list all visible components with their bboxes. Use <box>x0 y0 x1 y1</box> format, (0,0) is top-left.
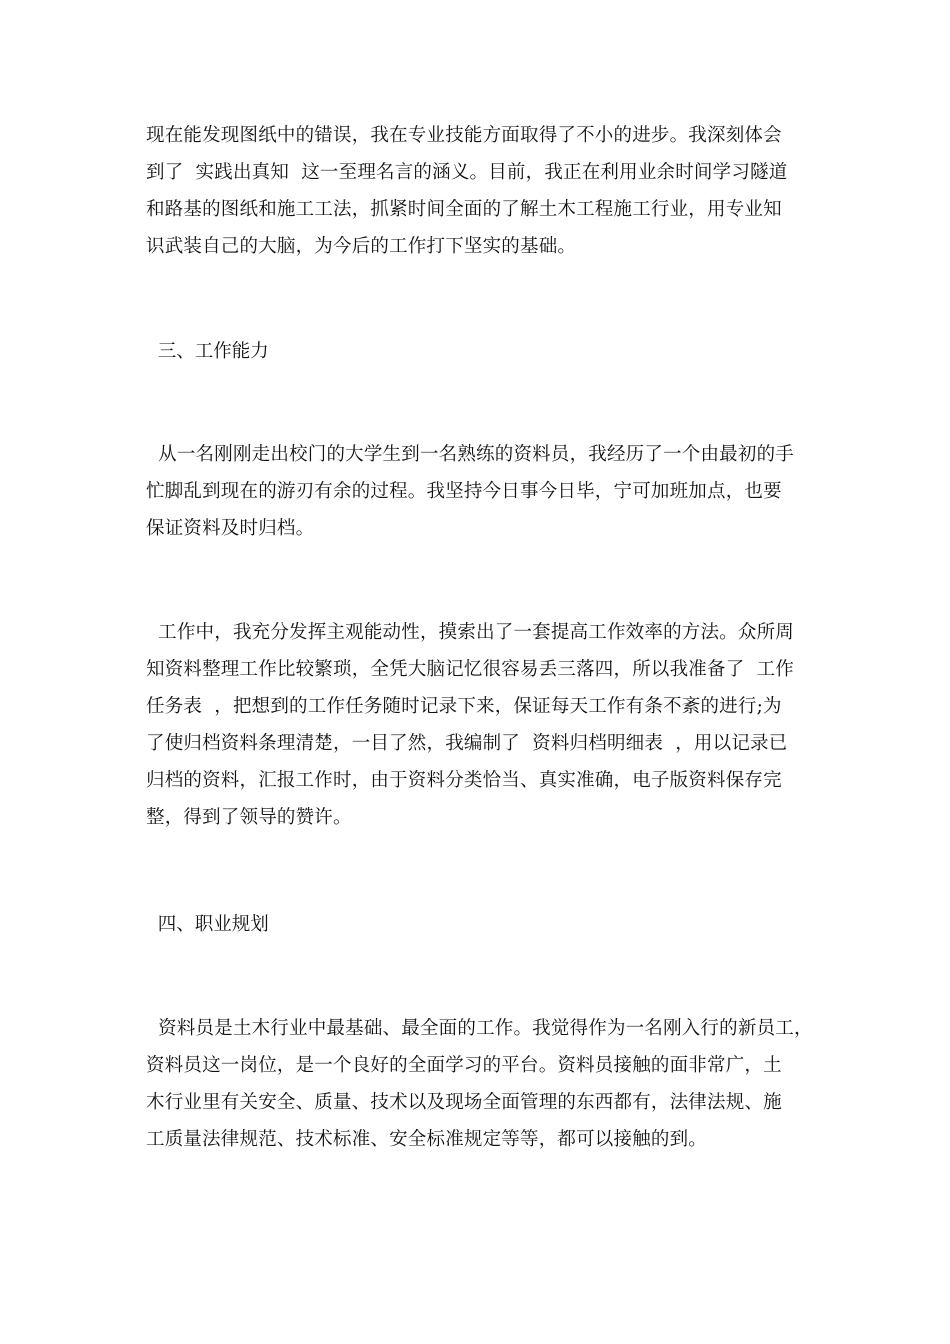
text-line: 知资料整理工作比较繁琐，全凭大脑记忆很容易丢三落四，所以我准备了 工作 <box>146 659 794 680</box>
text-line: 保证资料及时归档。 <box>146 518 315 539</box>
paragraph-growth <box>146 436 816 547</box>
text-line: 资料员这一岗位，是一个良好的全面学习的平台。资料员接触的面非常广，土 <box>146 1055 782 1076</box>
section-heading-career-plan: 四、职业规划 <box>146 914 269 935</box>
text-line: 资料员是土木行业中最基础、最全面的工作。我觉得作为一名刚入行的新员工， <box>146 1018 813 1039</box>
section-heading-work-ability: 三、工作能力 <box>146 341 269 362</box>
paragraph-career <box>146 1010 816 1158</box>
text-line: 从一名刚刚走出校门的大学生到一名熟练的资料员，我经历了一个由最初的手 <box>146 444 794 465</box>
text-line: 和路基的图纸和施工工法，抓紧时间全面的了解土木工程施工行业，用专业知 <box>146 199 782 220</box>
text-line: 识武装自己的大脑，为今后的工作打下坚实的基础。 <box>146 236 577 257</box>
text-line: 忙脚乱到现在的游刃有余的过程。我坚持今日事今日毕，宁可加班加点，也要 <box>146 481 782 502</box>
paragraph-work-methods <box>146 614 816 836</box>
text-line: 到了 实践出真知 这一至理名言的涵义。目前，我正在利用业余时间学习隧道 <box>146 162 788 183</box>
text-line: 整，得到了领导的赞许。 <box>146 807 352 828</box>
text-line: 任务表 ，把想到的工作任务随时记录下来，保证每天工作有条不紊的进行;为 <box>146 696 782 717</box>
text-line: 归档的资料，汇报工作时，由于资料分类恰当、真实准确，电子版资料保存完 <box>146 770 782 791</box>
text-line: 工质量法律规范、技术标准、安全标准规定等等，都可以接触的到。 <box>146 1129 708 1150</box>
text-line: 木行业里有关安全、质量、技术以及现场全面管理的东西都有，法律法规、施 <box>146 1092 782 1113</box>
text-line: 现在能发现图纸中的错误，我在专业技能方面取得了不小的进步。我深刻体会 <box>146 125 782 146</box>
paragraph-practice <box>146 117 816 265</box>
text-line: 了使归档资料条理清楚，一目了然，我编制了 资料归档明细表 ，用以记录已 <box>146 733 788 754</box>
text-line: 工作中，我充分发挥主观能动性，摸索出了一套提高工作效率的方法。众所周 <box>146 622 794 643</box>
